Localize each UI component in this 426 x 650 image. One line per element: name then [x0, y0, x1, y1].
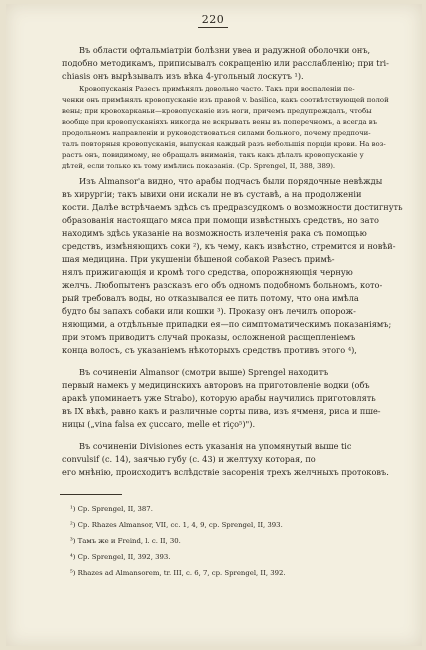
- page-number: 220: [201, 13, 225, 26]
- text-line: средствъ, измѣняющихъ соки ²), къ чему, какъ извѣстно, стремится и новѣй-: [62, 241, 396, 251]
- text-line: кости. Далѣе встрѣчаемъ здѣсь съ предразсудкомъ о возможности достигнуть: [62, 202, 403, 212]
- text-line: конца волосъ, съ указаніемъ нѣкоторыхъ средствъ противъ этого ⁴),: [62, 345, 357, 355]
- text-line: вены; при кровохарканьи—кровопусканіе изъ ноги, причемъ предупреждалъ, чтобы: [62, 107, 372, 115]
- text-line: аракѣ упоминаетъ уже Strabo), которую арабы научились приготовлять: [62, 393, 376, 403]
- text-line: chiasis онъ вырѣзывалъ изъ вѣка 4-угольный лоскутъ ¹).: [62, 71, 304, 81]
- text-line: ченки онъ примѣнялъ кровопусканіе изъ правой v. basilica, какъ соотвѣтствующей полой: [62, 96, 389, 104]
- footnote: ³) Тамъ же и Freind, l. c. II, 30.: [70, 537, 181, 545]
- text-line: растъ онъ, повидимому, не обращалъ вниманія, такъ какъ дѣлалъ кровопусканіе у: [62, 151, 364, 159]
- text-line: ницы („vina falsa ex çuccaro, melle et riço⁵)").: [62, 419, 256, 429]
- footnote: ²) Cp. Rhazes Almansor, VII, cc. 1, 4, 9, cp. Sprengel, II, 393.: [70, 521, 283, 529]
- text-line: желчь. Любопытенъ разсказъ его объ одномъ подобномъ больномъ, кото-: [62, 280, 383, 290]
- footnote: ¹) Cp. Sprengel, II, 387.: [70, 505, 153, 513]
- text-line: Кровопусканія Разесъ примѣнялъ довольно часто. Такъ при воспаленіи пе-: [79, 85, 355, 93]
- text-line: шая медицина. При укушеніи бѣшеной собакой Разесъ примѣ-: [62, 254, 335, 264]
- text-line: образованія настоящаго мяса при помощи извѣстныхъ средствъ, но зато: [62, 215, 379, 225]
- text-line: Изъ Almansor'а видно, что арабы подчасъ были порядочные невѣжды: [79, 176, 383, 186]
- text-line: Въ области офтальміатріи болѣзни увеа и радужной оболочки онъ,: [79, 45, 371, 55]
- text-line: продольномъ направленіи и руководствоваться силами больного, почему предпочи-: [62, 129, 371, 137]
- text-line: няющими, а отдѣльные припадки ея—по симптоматическимъ показаніямъ;: [62, 319, 392, 329]
- text-line: рый требовалъ воды, но отказывался ее пить потому, что она имѣла: [62, 293, 359, 303]
- footnote: ⁵) Rhazes ad Almansorem, tr. III, c. 6, 7, cp. Sprengel, II, 392.: [70, 569, 286, 577]
- text-line: въ хирургіи; такъ ывихи они искали не въ суставѣ, а на продолженіи: [62, 189, 362, 199]
- text-line: Въ сочиненіи Divisiones есть указанія на упомянутый выше tic: [79, 441, 352, 451]
- text-line: его мнѣнію, происходитъ вслѣдствіе засоренія трехъ желчныхъ протоковъ.: [62, 467, 389, 477]
- text-line: въ IX вѣкѣ, равно какъ и различные сорты пива, изъ ячменя, риса и пше-: [62, 406, 381, 416]
- text-line: дѣтей, если только къ тому имѣлись показанія. (Cp. Sprengel, II, 388, 389).: [62, 162, 336, 170]
- text-line: при этомъ приводитъ случай проказы, осложненой расщепленіемъ: [62, 332, 356, 342]
- text-line: подобно методикамъ, приписывалъ сокращенію или расслабленію; при tri-: [62, 58, 389, 68]
- text-line: будто бы запахъ собаки или кошки ³). Проказу онъ лечилъ опорож-: [62, 306, 356, 316]
- text-line: вообще при кровопусканіяхъ никогда не вскрывать вены въ поперечномъ, а всегда въ: [62, 118, 378, 126]
- text-line: первый намекъ у медицинскихъ авторовъ на приготовленіе водки (объ: [62, 380, 370, 390]
- text-line: талъ повторныя кровопусканія, выпуская каждый разъ небольшія порціи крови. На воз-: [62, 140, 386, 148]
- text-line: Въ сочиненіи Almansor (смотри выше) Sprengel находитъ: [79, 367, 329, 377]
- text-line: находимъ здѣсь указаніе на возможность излеченія рака съ помощью: [62, 228, 367, 238]
- footnote-rule: [60, 494, 122, 495]
- page-number-rule: [198, 27, 228, 28]
- text-line: нялъ прижигающія и кромѣ того средства, опорожняющія черную: [62, 267, 353, 277]
- text-line: convulsif (c. 14), заячью губу (c. 43) и желтуху которая, по: [62, 454, 316, 464]
- footnote: ⁴) Cp. Sprengel, II, 392, 393.: [70, 553, 171, 561]
